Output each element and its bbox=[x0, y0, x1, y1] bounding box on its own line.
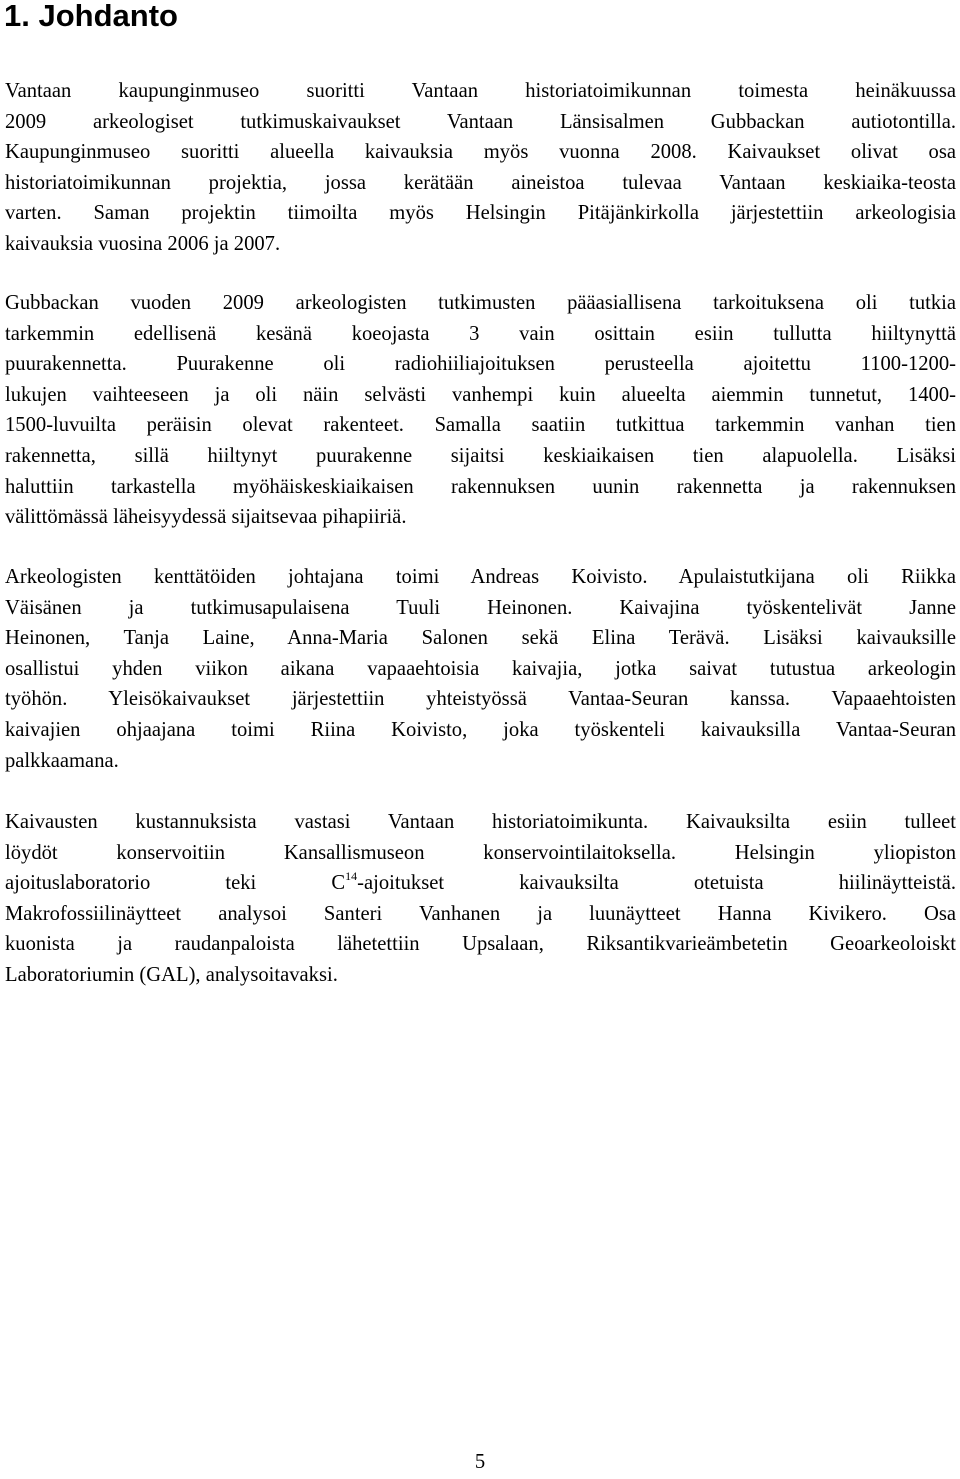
text-line: Heinonen, Tanja Laine, Anna-Maria Salonen sekä Elina Terävä. Lisäksi kaivauksille bbox=[5, 627, 956, 650]
text-line: Gubbackan vuoden 2009 arkeologisten tutkimusten pääasiallisena tarkoituksena oli tutkia bbox=[5, 292, 956, 314]
text-line: 1500-luvuilta peräisin olevat rakenteet. Samalla saatiin tutkittua tarkemmin vanhan tien bbox=[5, 414, 956, 437]
text-line: haluttiin tarkastella myöhäiskeskiaikaisen rakennuksen uunin rakennetta ja rakennuksen bbox=[5, 475, 956, 498]
text-line: kuonista ja raudanpaloista lähetettiin Upsalaan, Riksantikvarieämbetetin Geoarkeoloiskt bbox=[5, 933, 956, 956]
text-line: rakennetta, sillä hiiltynyt puurakenne sijaitsi keskiaikaisen tien alapuolella. Lisäksi bbox=[5, 444, 956, 467]
text-line: löydöt konservoitiin Kansallismuseon konservointilaitoksella. Helsingin yliopiston bbox=[5, 841, 956, 864]
text-line: palkkaamana. bbox=[5, 749, 119, 772]
text-line: Laboratoriumin (GAL), analysoitavaksi. bbox=[5, 963, 338, 986]
paragraph-purpose bbox=[5, 288, 956, 533]
text-line: Kaivausten kustannuksista vastasi Vantaan historiatoimikunta. Kaivauksilta esiin tulleet bbox=[5, 811, 956, 833]
paragraph-funding bbox=[5, 807, 956, 991]
text-line: välittömässä läheisyydessä sijaitsevaa pihapiiriä. bbox=[5, 506, 407, 529]
section-heading: 1. Johdanto bbox=[4, 0, 178, 33]
text-line: varten. Saman projektin tiimoilta myös Helsingin Pitäjänkirkolla järjestettiin arkeologisia bbox=[5, 202, 956, 225]
text-line: lukujen vaihteeseen ja oli näin selvästi vanhempi kuin alueelta aiemmin tunnetut, 1400- bbox=[5, 383, 956, 406]
text-line: puurakennetta. Puurakenne oli radiohiiliajoituksen perusteella ajoitettu 1100-1200- bbox=[5, 353, 956, 376]
text-line: Väisänen ja tutkimusapulaisena Tuuli Heinonen. Kaivajina työskentelivät Janne bbox=[5, 596, 956, 619]
text-line: historiatoimikunnan projektia, jossa kerätään aineistoa tulevaa Vantaan keskiaika-teosta bbox=[5, 171, 956, 194]
paragraph-intro bbox=[5, 76, 956, 260]
text-line: Arkeologisten kenttätöiden johtajana toimi Andreas Koivisto. Apulaistutkijana oli Riikka bbox=[5, 566, 956, 588]
text-line: osallistui yhden viikon aikana vapaaehtoisia kaivajia, jotka saivat tutustua arkeologin bbox=[5, 657, 956, 680]
paragraph-staff bbox=[5, 562, 956, 776]
superscript: 14 bbox=[345, 869, 358, 884]
text-line: työhön. Yleisökaivaukset järjestettiin yhteistyössä Vantaa-Seuran kanssa. Vapaaehtoisten bbox=[5, 688, 956, 711]
text-line: Kaupunginmuseo suoritti alueella kaivauksia myös vuonna 2008. Kaivaukset olivat osa bbox=[5, 141, 956, 164]
text-segment: ajoituslaboratorio teki C bbox=[5, 872, 346, 895]
text-line: tarkemmin edellisenä kesänä koeojasta 3 vain osittain esiin tullutta hiiltynyttä bbox=[5, 322, 956, 345]
text-segment: -ajoitukset kaivauksilta otetuista hiilinäytteistä. bbox=[357, 872, 956, 895]
text-line: Vantaan kaupunginmuseo suoritti Vantaan historiatoimikunnan toimesta heinäkuussa bbox=[5, 80, 956, 102]
text-line: kaivauksia vuosina 2006 ja 2007. bbox=[5, 232, 281, 255]
page-number: 5 bbox=[474, 1451, 486, 1473]
text-line: kaivajien ohjaajana toimi Riina Koivisto, joka työskenteli kaivauksilla Vantaa-Seuran bbox=[5, 718, 956, 741]
text-line: 2009 arkeologiset tutkimuskaivaukset Vantaan Länsisalmen Gubbackan autiotontilla. bbox=[5, 110, 956, 133]
text-line: Makrofossiilinäytteet analysoi Santeri Vanhanen ja luunäytteet Hanna Kivikero. Osa bbox=[5, 902, 956, 925]
text-line-dating bbox=[5, 868, 956, 899]
